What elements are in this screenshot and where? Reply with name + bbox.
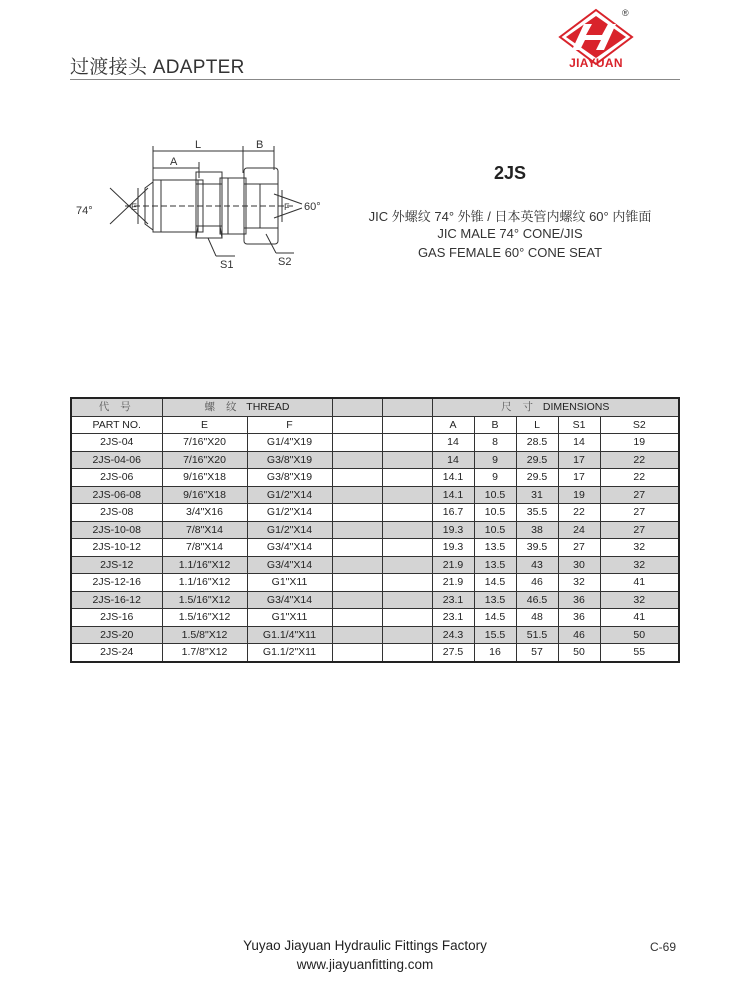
table-cell: G1/2"X14: [247, 504, 332, 522]
table-cell: 39.5: [516, 539, 558, 557]
table-cell: [382, 591, 432, 609]
table-cell: [382, 434, 432, 452]
column-header: [382, 416, 432, 434]
table-cell: 1.5/16"X12: [162, 591, 247, 609]
table-cell: 1.1/16"X12: [162, 556, 247, 574]
table-cell: [382, 451, 432, 469]
table-cell: 1.7/8"X12: [162, 644, 247, 662]
table-cell: [332, 591, 382, 609]
table-cell: [382, 574, 432, 592]
table-cell: 2JS-16: [71, 609, 162, 627]
table-cell: 7/8"X14: [162, 539, 247, 557]
table-cell: [332, 504, 382, 522]
table-row: [71, 644, 679, 662]
table-cell: 9: [474, 469, 516, 487]
table-cell: G3/4"X14: [247, 539, 332, 557]
table-cell: 51.5: [516, 626, 558, 644]
brand-name: JIAYUAN: [569, 56, 623, 70]
page-title: 过渡接头 ADAPTER: [70, 57, 245, 78]
table-cell: 23.1: [432, 591, 474, 609]
table-cell: 2JS-10-08: [71, 521, 162, 539]
table-cell: 32: [558, 574, 600, 592]
table-cell: 32: [600, 591, 679, 609]
table-cell: 14.5: [474, 609, 516, 627]
angle-label-60: 60°: [304, 201, 321, 213]
table-cell: 55: [600, 644, 679, 662]
table-cell: G1/4"X19: [247, 434, 332, 452]
table-cell: G1.1/2"X11: [247, 644, 332, 662]
column-header: A: [432, 416, 474, 434]
table-cell: 27: [600, 486, 679, 504]
table-cell: 50: [600, 626, 679, 644]
table-cell: G1/2"X14: [247, 521, 332, 539]
table-cell: 19: [558, 486, 600, 504]
table-cell: 41: [600, 574, 679, 592]
table-cell: 29.5: [516, 451, 558, 469]
table-cell: 2JS-24: [71, 644, 162, 662]
table-cell: 17: [558, 451, 600, 469]
table-cell: 2JS-12-16: [71, 574, 162, 592]
column-header: B: [474, 416, 516, 434]
table-cell: 28.5: [516, 434, 558, 452]
table-cell: [382, 504, 432, 522]
table-cell: 24.3: [432, 626, 474, 644]
table-cell: [382, 556, 432, 574]
table-cell: [332, 434, 382, 452]
table-cell: [332, 539, 382, 557]
table-cell: [382, 644, 432, 662]
table-cell: 41: [600, 609, 679, 627]
table-cell: 2JS-04-06: [71, 451, 162, 469]
table-cell: 27: [600, 504, 679, 522]
dim-label-F: F: [284, 202, 290, 212]
header-empty-1: [332, 398, 382, 416]
table-cell: 9/16"X18: [162, 486, 247, 504]
table-cell: 21.9: [432, 574, 474, 592]
table-cell: 8: [474, 434, 516, 452]
description-line-1: JIC 外螺纹 74° 外锥 / 日本英管内螺纹 60° 内锥面: [368, 209, 652, 224]
table-cell: [332, 626, 382, 644]
table-cell: 50: [558, 644, 600, 662]
table-cell: 10.5: [474, 486, 516, 504]
table-cell: 3/4"X16: [162, 504, 247, 522]
table-cell: 10.5: [474, 504, 516, 522]
table-cell: 9: [474, 451, 516, 469]
table-cell: [332, 469, 382, 487]
table-cell: 46: [516, 574, 558, 592]
footer-website: www.jiayuanfitting.com: [296, 957, 434, 972]
table-cell: [332, 644, 382, 662]
table-cell: [382, 609, 432, 627]
table-cell: 13.5: [474, 591, 516, 609]
table-cell: 7/16"X20: [162, 434, 247, 452]
table-cell: 24: [558, 521, 600, 539]
table-cell: 14: [558, 434, 600, 452]
table-cell: 2JS-10-12: [71, 539, 162, 557]
table-row: [71, 609, 679, 627]
table-cell: 27: [558, 539, 600, 557]
table-cell: [382, 521, 432, 539]
table-row: [71, 486, 679, 504]
column-header: F: [247, 416, 332, 434]
table-cell: 57: [516, 644, 558, 662]
table-row: [71, 434, 679, 452]
table-group-header: [71, 398, 679, 416]
table-cell: 7/16"X20: [162, 451, 247, 469]
table-cell: 14: [432, 434, 474, 452]
table-cell: 14.5: [474, 574, 516, 592]
dim-label-S1: S1: [220, 259, 234, 271]
table-cell: 35.5: [516, 504, 558, 522]
table-cell: 14: [432, 451, 474, 469]
description-line-2: JIC MALE 74° CONE/JIS: [437, 226, 583, 241]
table-cell: 2JS-06: [71, 469, 162, 487]
table-cell: 46.5: [516, 591, 558, 609]
table-cell: 43: [516, 556, 558, 574]
table-row: [71, 451, 679, 469]
table-cell: [382, 539, 432, 557]
table-cell: 48: [516, 609, 558, 627]
column-header: L: [516, 416, 558, 434]
header-code-cn: 代 号: [71, 398, 162, 416]
table-cell: G3/4"X14: [247, 591, 332, 609]
description-line-3: GAS FEMALE 60° CONE SEAT: [417, 245, 603, 260]
table-cell: 30: [558, 556, 600, 574]
column-header: E: [162, 416, 247, 434]
table-cell: G1"X11: [247, 609, 332, 627]
table-cell: 21.9: [432, 556, 474, 574]
table-cell: 22: [600, 451, 679, 469]
table-cell: [332, 574, 382, 592]
table-cell: 15.5: [474, 626, 516, 644]
table-cell: 2JS-08: [71, 504, 162, 522]
table-cell: [332, 556, 382, 574]
table-cell: G1.1/4"X11: [247, 626, 332, 644]
table-cell: 2JS-12: [71, 556, 162, 574]
fitting-diagram: [70, 138, 340, 273]
dim-label-S2: S2: [278, 256, 292, 268]
table-cell: [332, 521, 382, 539]
table-row: [71, 521, 679, 539]
dim-label-A: A: [170, 156, 178, 168]
table-cell: 38: [516, 521, 558, 539]
table-cell: G3/8"X19: [247, 469, 332, 487]
table-cell: [382, 486, 432, 504]
table-row: [71, 591, 679, 609]
table-row: [71, 626, 679, 644]
table-row: [71, 504, 679, 522]
table-cell: 2JS-04: [71, 434, 162, 452]
table-cell: 32: [600, 539, 679, 557]
dim-label-B: B: [256, 139, 264, 151]
table-cell: [382, 469, 432, 487]
spec-table: [70, 397, 680, 663]
footer-company: Yuyao Jiayuan Hydraulic Fittings Factory: [243, 938, 487, 953]
table-cell: 10.5: [474, 521, 516, 539]
table-cell: 36: [558, 609, 600, 627]
page-number: C-69: [650, 940, 677, 954]
registered-mark: ®: [622, 8, 629, 18]
table-column-header: [71, 416, 679, 434]
table-cell: [332, 486, 382, 504]
column-header: PART NO.: [71, 416, 162, 434]
dim-label-L: L: [195, 139, 202, 151]
table-cell: 1.5/8"X12: [162, 626, 247, 644]
table-cell: 19.3: [432, 539, 474, 557]
table-cell: 2JS-16-12: [71, 591, 162, 609]
table-row: [71, 556, 679, 574]
header-empty-2: [382, 398, 432, 416]
table-row: [71, 469, 679, 487]
table-cell: 46: [558, 626, 600, 644]
table-row: [71, 574, 679, 592]
table-cell: 1.1/16"X12: [162, 574, 247, 592]
table-cell: 9/16"X18: [162, 469, 247, 487]
table-cell: G1"X11: [247, 574, 332, 592]
table-cell: 27: [600, 521, 679, 539]
table-cell: 2JS-20: [71, 626, 162, 644]
table-cell: G3/4"X14: [247, 556, 332, 574]
table-cell: 14.1: [432, 486, 474, 504]
table-cell: 7/8"X14: [162, 521, 247, 539]
table-cell: 13.5: [474, 556, 516, 574]
angle-label-74: 74°: [76, 205, 93, 217]
table-cell: 13.5: [474, 539, 516, 557]
table-cell: 23.1: [432, 609, 474, 627]
table-cell: 19: [600, 434, 679, 452]
model-code: 2JS: [493, 163, 527, 183]
table-cell: [332, 451, 382, 469]
table-cell: 22: [600, 469, 679, 487]
header-thread: 螺 纹 THREAD: [162, 398, 332, 416]
table-cell: 16.7: [432, 504, 474, 522]
column-header: S2: [600, 416, 679, 434]
table-cell: 17: [558, 469, 600, 487]
column-header: S1: [558, 416, 600, 434]
table-cell: 2JS-06-08: [71, 486, 162, 504]
table-cell: 31: [516, 486, 558, 504]
table-cell: 22: [558, 504, 600, 522]
column-header: [332, 416, 382, 434]
table-cell: G1/2"X14: [247, 486, 332, 504]
table-cell: 19.3: [432, 521, 474, 539]
table-cell: 14.1: [432, 469, 474, 487]
table-cell: G3/8"X19: [247, 451, 332, 469]
header-dimensions: 尺 寸 DIMENSIONS: [432, 398, 679, 416]
table-cell: 27.5: [432, 644, 474, 662]
dim-label-E: E: [131, 202, 138, 212]
table-cell: 32: [600, 556, 679, 574]
table-cell: 36: [558, 591, 600, 609]
table-cell: [332, 609, 382, 627]
header-divider: [70, 79, 680, 80]
table-row: [71, 539, 679, 557]
table-cell: 29.5: [516, 469, 558, 487]
table-cell: 16: [474, 644, 516, 662]
table-cell: 1.5/16"X12: [162, 609, 247, 627]
table-cell: [382, 626, 432, 644]
